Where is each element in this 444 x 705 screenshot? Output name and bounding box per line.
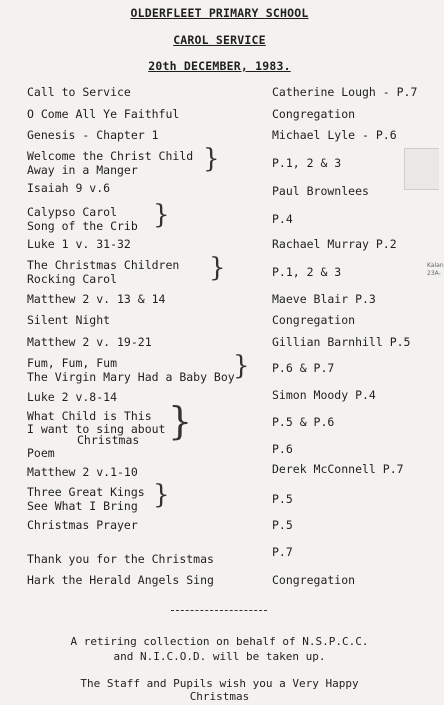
performer: Congregation [272,313,356,327]
item-title: O Come All Ye Faithful [27,107,180,121]
item-title: Welcome the Christ Child [27,149,194,163]
performer: Congregation [272,107,356,121]
christmas-wish: The Staff and Pupils wish you a Very Happy [80,677,359,690]
item-title: Song of the Crib [27,219,138,233]
performer: P.5 [272,492,293,506]
performer: Maeve Blair P.3 [272,292,376,306]
item-title: The Virgin Mary Had a Baby Boy [27,370,235,384]
performer: Congregation [272,573,356,587]
item-title: Genesis - Chapter 1 [27,128,159,142]
performer: Derek McConnell P.7 [272,462,404,476]
item-title: The Christmas Children [27,258,180,272]
item-title: Fum, Fum, Fum [27,356,118,370]
item-title: Rocking Carol [27,272,118,286]
item-title: Matthew 2 v. 13 & 14 [27,292,166,306]
performer: P.1, 2 & 3 [272,265,342,279]
item-title: Away in a Manger [27,163,138,177]
brace-icon: } [233,351,250,381]
item-title: Matthew 2 v. 19-21 [27,335,152,349]
brace-icon: } [153,200,170,230]
item-title: Three Great Kings [27,485,145,499]
item-title: Hark the Herald Angels Sing [27,573,214,587]
item-title: Matthew 2 v.1-10 [27,465,138,479]
collection-note: A retiring collection on behalf of N.S.P.C.C. [70,635,369,648]
edge-tab-line: 23A- [427,270,441,277]
brace-icon: } [153,480,170,510]
performer: P.5 [272,518,293,532]
service-date: 20th DECEMBER, 1983. [148,59,291,73]
performer: Michael Lyle - P.6 [272,128,397,142]
item-title: Poem [27,446,55,460]
attached-paper-edge [404,148,439,190]
christmas-wish: Christmas [189,690,250,703]
item-title: What Child is This [27,409,152,423]
brace-icon: } [203,144,220,174]
performer: P.6 & P.7 [272,361,335,375]
item-title: Silent Night [27,313,111,327]
collection-note: and N.I.C.O.D. will be taken up. [113,650,326,663]
performer: Catherine Lough - P.7 [272,85,418,99]
item-title: Calypso Carol [27,205,118,219]
performer: P.5 & P.6 [272,415,335,429]
item-title: I want to sing about [27,422,166,436]
edge-tab-line: Kalan [427,262,444,269]
edge-tab-label [427,262,444,278]
brace-icon: } [209,253,226,283]
performer: P.6 [272,442,293,456]
item-title: Christmas [77,433,140,447]
item-title: Christmas Prayer [27,518,138,532]
performer: Gillian Barnhill P.5 [272,335,411,349]
performer: P.4 [272,212,293,226]
service-title: CAROL SERVICE [173,33,266,47]
performer: Rachael Murray P.2 [272,237,397,251]
item-title: Luke 1 v. 31-32 [27,237,131,251]
brace-icon: } [168,399,193,443]
item-title: See What I Bring [27,499,138,513]
performer: Paul Brownlees [272,184,369,198]
item-title: Thank you for the Christmas [27,552,214,566]
item-title: Isaiah 9 v.6 [27,181,111,195]
performer: P.1, 2 & 3 [272,156,342,170]
item-title: Call to Service [27,85,131,99]
section-divider [171,610,267,611]
school-name: OLDERFLEET PRIMARY SCHOOL [130,6,309,20]
item-title: Luke 2 v.8-14 [27,390,118,404]
performer: P.7 [272,545,293,559]
performer: Simon Moody P.4 [272,388,376,402]
